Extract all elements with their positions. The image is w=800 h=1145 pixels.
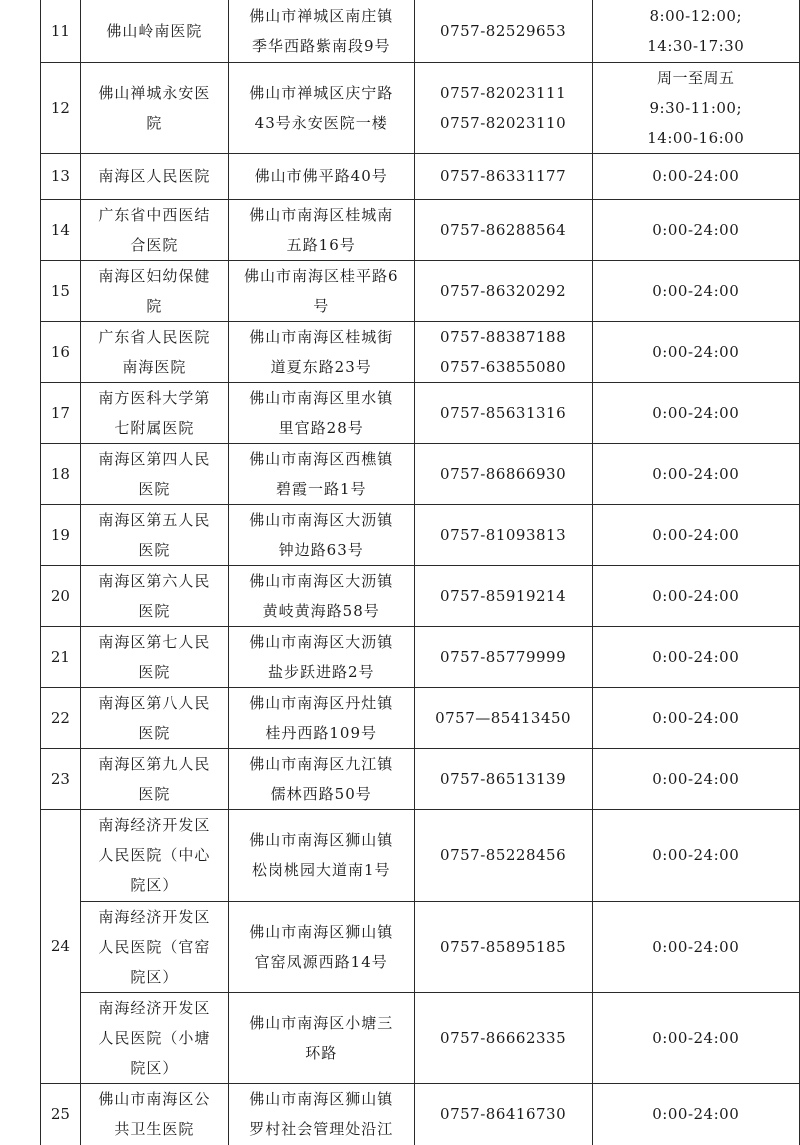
hospital-phone — [414, 687, 592, 748]
hospital-name-line: 南海区人民医院 — [98, 167, 211, 185]
hospital-name-line: 南海区第五人民 — [98, 510, 211, 529]
opening-hours — [592, 62, 799, 153]
hospital-name — [80, 260, 228, 321]
opening-hours — [592, 260, 799, 321]
table-row — [41, 62, 800, 153]
hospital-name-line: 南海区第四人民 — [98, 449, 211, 468]
hospital-address — [228, 153, 414, 199]
hospital-address-line: 佛山市南海区桂城南 — [249, 205, 394, 224]
hospital-address-line: 佛山市南海区大沥镇 — [249, 571, 394, 590]
table-row — [41, 901, 800, 992]
opening-hours — [592, 321, 799, 382]
opening-hours-line: 0:00-24:00 — [652, 586, 740, 605]
hospital-phone — [414, 153, 592, 199]
hospital-address-line: 佛山市南海区桂城街 — [249, 327, 394, 346]
row-number: 21 — [41, 626, 81, 687]
hospital-name-line: 南海经济开发区 — [98, 998, 211, 1017]
table-row — [41, 443, 800, 504]
hospital-address-line: 佛山市南海区九江镇 — [249, 754, 394, 773]
hospital-address-line: 里官路28号 — [278, 418, 364, 437]
opening-hours — [592, 992, 799, 1083]
hospital-name — [80, 504, 228, 565]
hospital-name-line: 院区） — [130, 876, 179, 894]
hospital-name-line: 南海区第九人民 — [98, 754, 211, 773]
hospital-phone-line: 0757-86513139 — [440, 769, 567, 788]
hospital-name-line: 佛山禅城永安医 — [98, 83, 211, 102]
hospital-name-line: 南方医科大学第 — [98, 388, 211, 407]
row-number: 17 — [41, 382, 81, 443]
hospital-address — [228, 687, 414, 748]
hospital-phone-line: 0757-85779999 — [440, 647, 567, 666]
hospital-address-line: 佛山市南海区大沥镇 — [249, 510, 394, 529]
hospital-address-line: 佛山市禅城区南庄镇 — [249, 6, 394, 25]
hospital-phone-line: 0757-85919214 — [440, 586, 567, 605]
hospital-address — [228, 0, 414, 62]
hospital-phone-line: 0757-88387188 — [440, 327, 567, 346]
row-number: 24 — [41, 809, 81, 1083]
opening-hours — [592, 0, 799, 62]
opening-hours-line: 0:00-24:00 — [652, 464, 740, 483]
opening-hours — [592, 687, 799, 748]
hospital-name-line: 南海医院 — [122, 357, 187, 376]
opening-hours — [592, 443, 799, 504]
opening-hours-line: 14:30-17:30 — [647, 36, 745, 55]
hospital-name-line: 广东省中西医结 — [98, 205, 211, 224]
hospital-phone — [414, 62, 592, 153]
table-row — [41, 626, 800, 687]
hospital-phone-line: 0757-85631316 — [440, 403, 567, 422]
hospital-name-line: 南海区妇幼保健 — [98, 266, 211, 285]
opening-hours — [592, 565, 799, 626]
row-number: 25 — [41, 1083, 81, 1145]
table-row — [41, 382, 800, 443]
hospital-address — [228, 748, 414, 809]
hospital-name — [80, 809, 228, 901]
hospital-address-line: 佛山市南海区狮山镇 — [249, 1090, 394, 1109]
hospital-address — [228, 443, 414, 504]
hospital-phone — [414, 321, 592, 382]
hospital-name-line: 医院 — [138, 540, 171, 559]
hospital-phone-line: 0757-86662335 — [440, 1028, 567, 1047]
hospital-name-line: 佛山市南海区公 — [98, 1090, 211, 1109]
hospital-name-line: 院 — [146, 296, 163, 315]
hospital-address — [228, 382, 414, 443]
hospital-name — [80, 748, 228, 809]
hospital-name-line: 共卫生医院 — [114, 1120, 195, 1139]
row-number: 19 — [41, 504, 81, 565]
hospital-address — [228, 199, 414, 260]
opening-hours-line: 9:30-11:00; — [649, 98, 743, 117]
hospital-name-line: 医院 — [138, 662, 171, 681]
hospital-phone — [414, 565, 592, 626]
hospital-name-line: 院区） — [130, 1058, 179, 1077]
hospital-name — [80, 565, 228, 626]
opening-hours-line: 0:00-24:00 — [652, 281, 740, 300]
hospital-name — [80, 443, 228, 504]
hospital-address-line: 松岗桃园大道南1号 — [251, 861, 391, 879]
table-row — [41, 565, 800, 626]
hospital-address — [228, 901, 414, 992]
hospital-name-line: 人民医院（官窑 — [98, 937, 211, 956]
hospital-address-line: 五路16号 — [286, 235, 356, 254]
table-row — [41, 809, 800, 901]
hospital-address — [228, 504, 414, 565]
hospital-address-line: 黄岐黄海路58号 — [262, 601, 380, 620]
opening-hours — [592, 809, 799, 901]
hospital-name-line: 医院 — [138, 723, 171, 742]
opening-hours-line: 0:00-24:00 — [652, 167, 740, 185]
hospital-name-line: 南海区第七人民 — [98, 632, 211, 651]
hospital-phone-line: 0757-82023111 — [440, 83, 567, 102]
hospital-phone-line: 0757-63855080 — [440, 357, 567, 376]
opening-hours-line: 0:00-24:00 — [652, 342, 740, 361]
hospital-address-line: 佛山市南海区狮山镇 — [249, 922, 394, 941]
hospital-address-line: 佛山市南海区大沥镇 — [249, 632, 394, 651]
hospital-phone-line: 0757-81093813 — [440, 525, 567, 544]
hospital-name — [80, 382, 228, 443]
hospital-name-line: 医院 — [138, 784, 171, 803]
table-row — [41, 0, 800, 62]
hospital-phone — [414, 199, 592, 260]
hospital-name — [80, 626, 228, 687]
hospital-address-line: 罗村社会管理处沿江 — [249, 1120, 394, 1139]
opening-hours-line: 0:00-24:00 — [652, 220, 740, 239]
opening-hours — [592, 199, 799, 260]
hospital-address-line: 佛山市南海区西樵镇 — [249, 449, 394, 468]
opening-hours-line: 0:00-24:00 — [652, 525, 740, 544]
row-number: 15 — [41, 260, 81, 321]
hospital-name-line: 医院 — [138, 601, 171, 620]
hospital-address — [228, 62, 414, 153]
hospital-name-line: 南海区第六人民 — [98, 571, 211, 590]
table-row — [41, 1083, 800, 1145]
opening-hours — [592, 153, 799, 199]
hospital-name — [80, 153, 228, 199]
hospital-address-line: 盐步跃进路2号 — [267, 662, 375, 681]
opening-hours-line: 8:00-12:00; — [649, 6, 743, 25]
row-number: 23 — [41, 748, 81, 809]
hospital-name-line: 人民医院（小塘 — [98, 1028, 211, 1047]
hospital-address — [228, 321, 414, 382]
hospital-name — [80, 687, 228, 748]
table-row — [41, 504, 800, 565]
hospital-address — [228, 626, 414, 687]
hospital-name-line: 合医院 — [130, 235, 179, 254]
hospital-phone-line: 0757-86288564 — [440, 220, 567, 239]
hospital-address-line: 桂丹西路109号 — [265, 723, 378, 742]
table-row — [41, 153, 800, 199]
hospital-name — [80, 901, 228, 992]
hospital-address-line: 官窑凤源西路14号 — [254, 952, 388, 971]
hospital-phone — [414, 260, 592, 321]
hospital-address-line: 佛山市佛平路40号 — [254, 167, 388, 185]
hospital-name — [80, 992, 228, 1083]
hospital-phone-line: 0757—85413450 — [435, 708, 572, 727]
row-number: 18 — [41, 443, 81, 504]
hospital-address-line: 儒林西路50号 — [270, 784, 372, 803]
hospital-phone — [414, 1083, 592, 1145]
hospital-address-line: 季华西路紫南段9号 — [251, 36, 391, 55]
hospital-address-line: 道夏东路23号 — [270, 357, 372, 376]
hospital-name-line: 院区） — [130, 967, 179, 986]
hospital-phone — [414, 504, 592, 565]
table-row — [41, 199, 800, 260]
hospital-name-line: 医院 — [138, 479, 171, 498]
hospital-address-line: 碧霞一路1号 — [275, 479, 367, 498]
opening-hours — [592, 748, 799, 809]
hospital-phone-line: 0757-82529653 — [440, 21, 567, 40]
table-row — [41, 260, 800, 321]
opening-hours-line: 0:00-24:00 — [652, 937, 740, 956]
hospital-name-line: 七附属医院 — [114, 418, 195, 437]
hospital-phone — [414, 992, 592, 1083]
opening-hours-line: 0:00-24:00 — [652, 1028, 740, 1047]
row-number: 14 — [41, 199, 81, 260]
opening-hours — [592, 901, 799, 992]
opening-hours-line: 0:00-24:00 — [652, 708, 740, 727]
hospital-address-line: 佛山市南海区桂平路6 — [243, 266, 399, 285]
opening-hours — [592, 504, 799, 565]
table-row — [41, 687, 800, 748]
opening-hours — [592, 1083, 799, 1145]
hospital-name — [80, 0, 228, 62]
hospital-phone — [414, 748, 592, 809]
hospital-name-line: 南海区第八人民 — [98, 693, 211, 712]
hospital-name — [80, 1083, 228, 1145]
hospital-table — [40, 0, 800, 1145]
hospital-address-line: 号 — [313, 296, 330, 315]
hospital-address-line: 佛山市南海区小塘三 — [249, 1013, 394, 1032]
hospital-address — [228, 992, 414, 1083]
opening-hours-line: 周一至周五 — [657, 68, 735, 87]
hospital-phone — [414, 626, 592, 687]
hospital-phone-line: 0757-82023110 — [440, 113, 567, 132]
hospital-address-line: 佛山市南海区狮山镇 — [249, 831, 394, 849]
hospital-phone — [414, 809, 592, 901]
row-number: 22 — [41, 687, 81, 748]
hospital-address — [228, 809, 414, 901]
hospital-address-line: 佛山市南海区里水镇 — [249, 388, 394, 407]
hospital-name-line: 院 — [146, 113, 163, 132]
hospital-name-line: 广东省人民医院 — [98, 327, 211, 346]
hospital-address-line: 环路 — [305, 1043, 338, 1062]
hospital-phone-line: 0757-85228456 — [440, 846, 567, 864]
table-row — [41, 748, 800, 809]
row-number: 16 — [41, 321, 81, 382]
opening-hours-line: 0:00-24:00 — [652, 403, 740, 422]
hospital-phone — [414, 382, 592, 443]
hospital-phone-line: 0757-86331177 — [440, 167, 567, 185]
hospital-phone — [414, 901, 592, 992]
opening-hours — [592, 382, 799, 443]
opening-hours — [592, 626, 799, 687]
row-number: 13 — [41, 153, 81, 199]
hospital-address-line: 佛山市禅城区庆宁路 — [249, 83, 394, 102]
table-row — [41, 321, 800, 382]
opening-hours-line: 0:00-24:00 — [652, 846, 740, 864]
hospital-address — [228, 260, 414, 321]
hospital-name — [80, 321, 228, 382]
hospital-name-line: 人民医院（中心 — [98, 846, 211, 864]
hospital-name-line: 佛山岭南医院 — [106, 21, 203, 40]
hospital-phone-line: 0757-86866930 — [440, 464, 567, 483]
hospital-address — [228, 1083, 414, 1145]
hospital-name-line: 南海经济开发区 — [98, 816, 211, 834]
hospital-phone — [414, 443, 592, 504]
hospital-phone-line: 0757-85895185 — [440, 937, 567, 956]
hospital-phone-line: 0757-86320292 — [440, 281, 567, 300]
opening-hours-line: 0:00-24:00 — [652, 647, 740, 666]
opening-hours-line: 0:00-24:00 — [652, 1105, 740, 1124]
row-number: 11 — [41, 0, 81, 62]
hospital-table-body — [41, 0, 800, 1145]
hospital-name-line: 南海经济开发区 — [98, 907, 211, 926]
hospital-phone — [414, 0, 592, 62]
hospital-address-line: 佛山市南海区丹灶镇 — [249, 693, 394, 712]
opening-hours-line: 0:00-24:00 — [652, 769, 740, 788]
opening-hours-line: 14:00-16:00 — [647, 128, 745, 147]
hospital-address-line: 43号永安医院一楼 — [254, 113, 388, 132]
hospital-address — [228, 565, 414, 626]
row-number: 20 — [41, 565, 81, 626]
hospital-name — [80, 199, 228, 260]
hospital-address-line: 钟边路63号 — [278, 540, 364, 559]
hospital-phone-line: 0757-86416730 — [440, 1105, 567, 1124]
row-number: 12 — [41, 62, 81, 153]
hospital-name — [80, 62, 228, 153]
table-row — [41, 992, 800, 1083]
